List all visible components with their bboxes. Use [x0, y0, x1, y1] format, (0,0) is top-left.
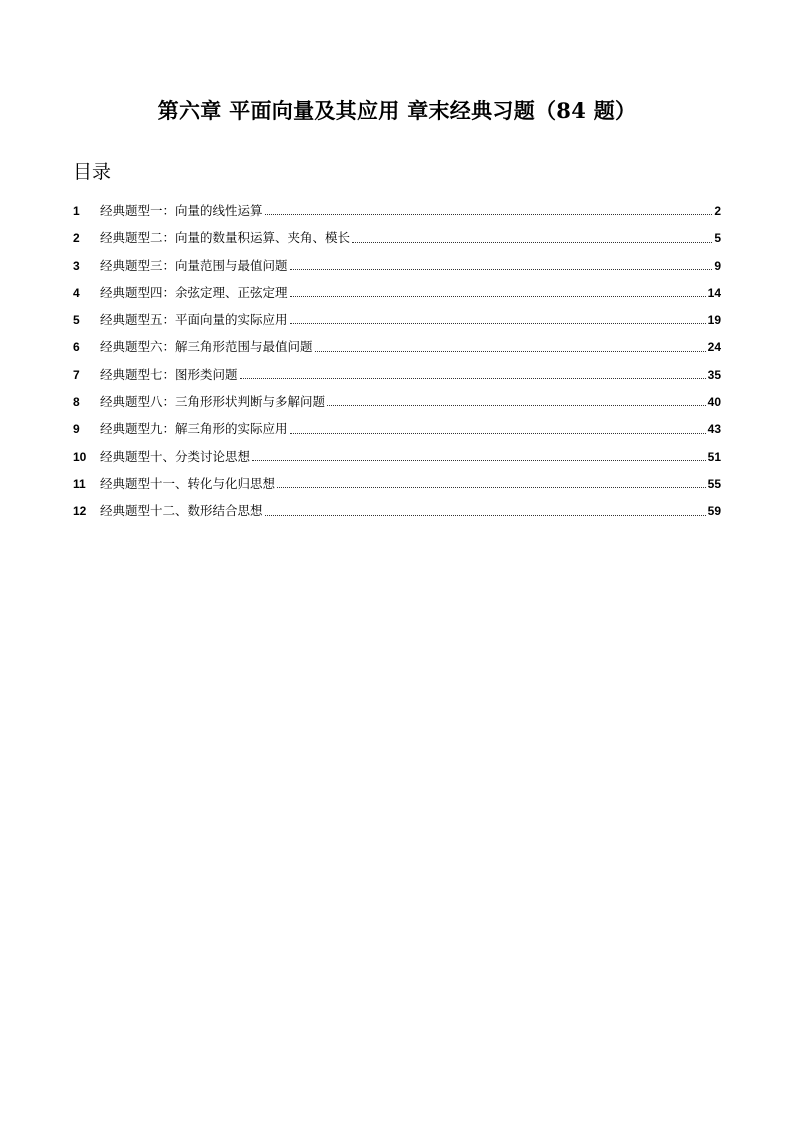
toc-entry-label: 经典题型五：平面向量的实际应用	[100, 312, 288, 328]
toc-entry-label: 经典题型一：向量的线性运算	[100, 203, 263, 218]
toc-entry-number: 12	[73, 504, 87, 519]
toc-dot-leader	[290, 295, 706, 297]
toc-entry[interactable]	[73, 388, 721, 415]
document-title: 第六章 平面向量及其应用 章末经典习题（84 题）	[157, 98, 637, 123]
toc-dot-leader	[252, 459, 706, 461]
toc-entry-page: 35	[707, 367, 721, 382]
toc-entry[interactable]	[73, 415, 721, 442]
toc-dot-leader	[352, 241, 712, 243]
toc-entry-page: 59	[707, 504, 721, 519]
toc-entry-label: 经典题型七：图形类问题	[100, 366, 238, 382]
toc-entry-label: 经典题型八：三角形形状判断与多解问题	[100, 394, 326, 410]
toc-entry-page: 19	[707, 313, 721, 328]
toc-entry[interactable]	[73, 470, 721, 497]
toc-entry-number: 6	[73, 340, 80, 355]
toc-dot-leader	[290, 268, 713, 270]
toc-dot-leader	[277, 486, 706, 488]
toc-entry[interactable]	[73, 197, 721, 224]
toc-entry-number: 10	[73, 449, 87, 464]
toc-dot-leader	[327, 404, 706, 406]
toc-entry-number: 1	[73, 204, 80, 218]
toc-entry-page: 55	[707, 476, 721, 491]
table-of-contents	[73, 197, 721, 525]
toc-entry-number: 3	[73, 258, 80, 273]
toc-entry-number: 9	[73, 422, 80, 437]
toc-entry[interactable]	[73, 224, 721, 251]
toc-entry-number: 11	[73, 476, 86, 491]
toc-entry[interactable]	[73, 306, 721, 333]
toc-entry-label: 经典题型六：解三角形范围与最值问题	[100, 339, 313, 355]
toc-entry[interactable]	[73, 252, 721, 279]
toc-entry[interactable]	[73, 443, 721, 470]
toc-entry-number: 8	[73, 395, 80, 410]
toc-dot-leader	[265, 514, 706, 516]
toc-entry-page: 9	[714, 258, 721, 273]
toc-entry-page: 40	[707, 395, 721, 410]
toc-entry[interactable]	[73, 497, 721, 524]
toc-entry-page: 24	[707, 340, 721, 355]
toc-dot-leader	[240, 377, 706, 379]
toc-entry[interactable]	[73, 279, 721, 306]
toc-entry-label: 经典题型九：解三角形的实际应用	[100, 421, 288, 437]
toc-entry-page: 14	[707, 285, 721, 300]
toc-dot-leader	[265, 213, 713, 215]
toc-entry-page: 2	[714, 204, 721, 218]
toc-dot-leader	[315, 350, 706, 352]
toc-entry-label: 经典题型二：向量的数量积运算、夹角、模长	[100, 230, 351, 246]
toc-entry-label: 经典题型四：余弦定理、正弦定理	[100, 284, 288, 300]
toc-entry-label: 经典题型十二、数形结合思想	[100, 503, 263, 519]
toc-entry-page: 51	[707, 449, 721, 464]
toc-heading: 目录	[73, 161, 112, 183]
toc-dot-leader	[290, 432, 706, 434]
toc-entry-label: 经典题型十、分类讨论思想	[100, 448, 251, 464]
toc-entry[interactable]	[73, 361, 721, 388]
toc-entry-page: 43	[707, 422, 721, 437]
toc-entry-number: 4	[73, 285, 80, 300]
toc-entry-number: 2	[73, 231, 80, 246]
toc-entry-label: 经典题型十一、转化与化归思想	[100, 475, 276, 491]
toc-dot-leader	[290, 322, 706, 324]
toc-entry-number: 5	[73, 313, 80, 328]
toc-entry-page: 5	[714, 231, 721, 246]
toc-entry-label: 经典题型三：向量范围与最值问题	[100, 257, 288, 273]
toc-entry-number: 7	[73, 367, 80, 382]
toc-entry[interactable]	[73, 333, 721, 360]
